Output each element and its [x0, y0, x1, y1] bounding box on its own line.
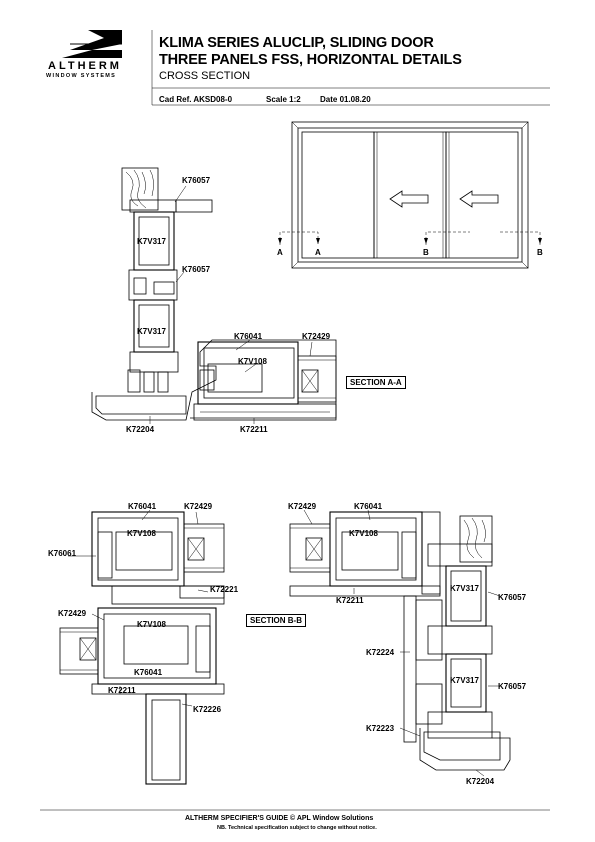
part-label: K7V317	[137, 327, 166, 336]
section-b-right-drawing	[290, 510, 510, 776]
part-label: K72221	[210, 585, 239, 594]
part-label: K72429	[58, 609, 87, 618]
part-label: K76041	[134, 668, 163, 677]
part-label: K76057	[182, 176, 211, 185]
part-label: K76041	[128, 502, 157, 511]
part-label: K7V317	[450, 676, 479, 685]
part-label: K7V317	[137, 237, 166, 246]
part-label: K76057	[182, 265, 211, 274]
part-label: K72204	[466, 777, 495, 786]
part-label: K72211	[336, 596, 364, 605]
marker-a-left: A	[277, 248, 283, 257]
subtitle: CROSS SECTION	[159, 70, 251, 82]
marker-a-right: A	[315, 248, 321, 257]
footer-copyright: ALTHERM SPECIFIER'S GUIDE © APL Window Solutions	[185, 815, 374, 822]
logo-brand: ALTHERM	[48, 60, 122, 72]
part-label: K7V108	[238, 357, 267, 366]
logo-tagline: WINDOW SYSTEMS	[46, 73, 117, 79]
section-b-left-drawing	[60, 510, 224, 784]
part-label: K7V108	[127, 529, 156, 538]
part-label: K76057	[498, 682, 527, 691]
part-label: K76041	[354, 502, 383, 511]
section-a-drawing	[92, 168, 336, 424]
part-label: K7V108	[349, 529, 378, 538]
part-label: K76061	[48, 549, 77, 558]
part-label: K72429	[184, 502, 213, 511]
part-label: K72204	[126, 425, 155, 434]
scale: Scale 1:2	[266, 95, 301, 104]
part-label: K72226	[193, 705, 222, 714]
part-label: K72223	[366, 724, 395, 733]
title-line-1: KLIMA SERIES ALUCLIP, SLIDING DOOR	[159, 35, 434, 51]
part-label: K76041	[234, 332, 263, 341]
part-label: K76057	[498, 593, 527, 602]
part-label: K7V108	[137, 620, 166, 629]
part-label: K72211	[108, 686, 136, 695]
title-line-2: THREE PANELS FSS, HORIZONTAL DETAILS	[159, 52, 462, 68]
date: Date 01.08.20	[320, 95, 371, 104]
part-label: K72224	[366, 648, 395, 657]
section-b-label: SECTION B-B	[246, 614, 306, 627]
marker-b-left: B	[423, 248, 429, 257]
part-label: K72429	[302, 332, 331, 341]
section-a-label: SECTION A-A	[346, 376, 406, 389]
part-label: K72429	[288, 502, 317, 511]
marker-b-right: B	[537, 248, 543, 257]
cad-ref: Cad Ref. AKSD08-0	[159, 95, 233, 104]
footer-notice: NB. Technical specification subject to change without notice.	[217, 825, 377, 831]
part-label: K7V317	[450, 584, 479, 593]
part-label: K72211	[240, 425, 268, 434]
elevation-view	[278, 122, 542, 268]
